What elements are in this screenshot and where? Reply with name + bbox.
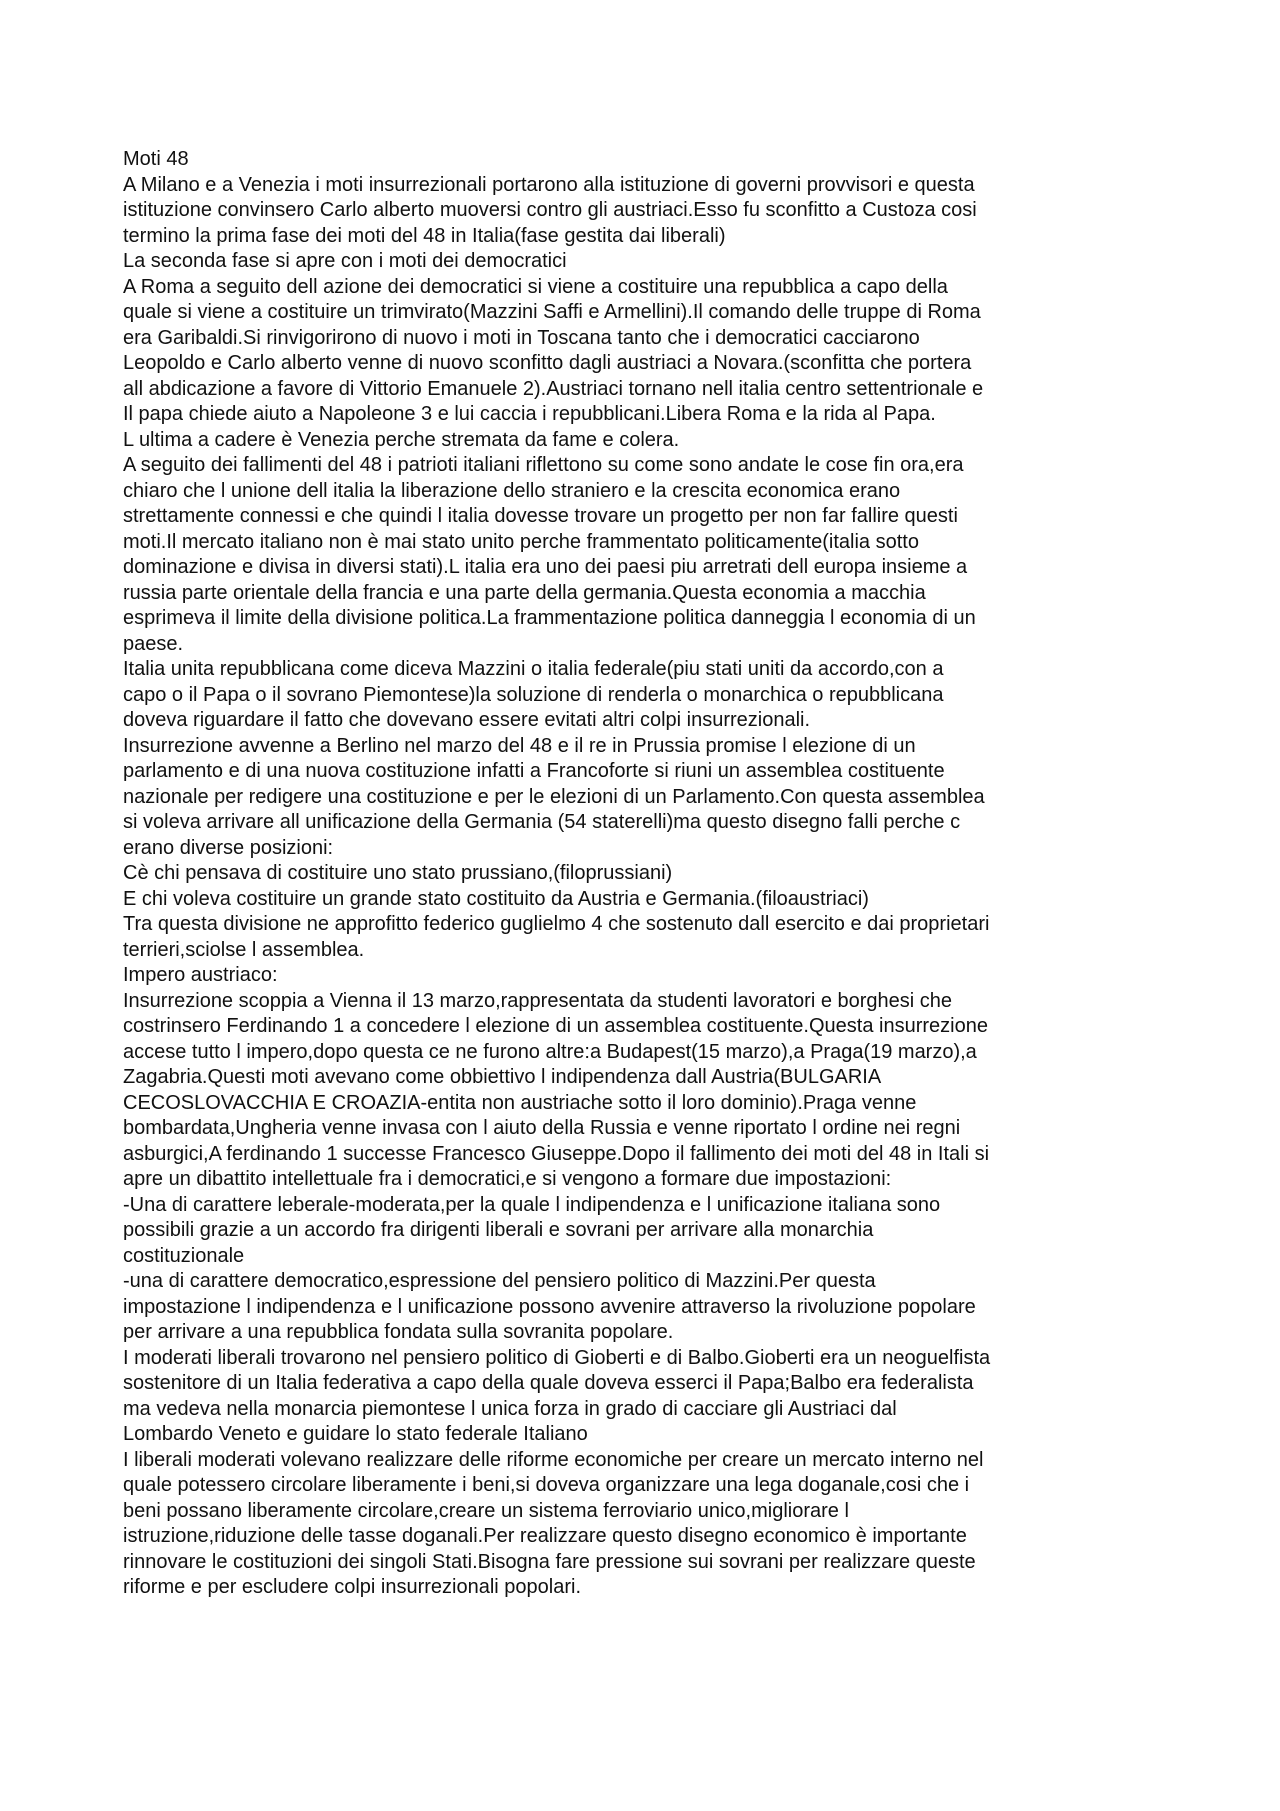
text-line: ma vedeva nella monarcia piemontese l unica forza in grado di cacciare gli Austriaci dal bbox=[123, 1397, 897, 1420]
text-line: per arrivare a una repubblica fondata sulla sovranita popolare. bbox=[123, 1321, 674, 1343]
text-line: Italia unita repubblicana come diceva Mazzini o italia federale(piu stati uniti da accordo,con a bbox=[123, 658, 944, 680]
text-line: Insurrezione avvenne a Berlino nel marzo del 48 e il re in Prussia promise l elezione di un bbox=[123, 734, 916, 757]
text-line: russia parte orientale della francia e una parte della germania.Questa economia a macchia bbox=[123, 581, 926, 604]
text-line: Il papa chiede aiuto a Napoleone 3 e lui caccia i repubblicani.Libera Roma e la rida al Papa. bbox=[123, 403, 936, 425]
text-line: nazionale per redigere una costituzione e per le elezioni di un Parlamento.Con questa assemblea bbox=[123, 785, 985, 808]
text-line: sostenitore di un Italia federativa a capo della quale doveva esserci il Papa;Balbo era federalista bbox=[123, 1372, 974, 1394]
text-line: A Roma a seguito dell azione dei democratici si viene a costituire una repubblica a capo della bbox=[123, 275, 948, 298]
text-line: Tra questa divisione ne approfitto federico guglielmo 4 che sostenuto dall esercito e dai proprietari bbox=[123, 913, 990, 935]
document-title: Moti 48 bbox=[123, 148, 189, 170]
text-line: doveva riguardare il fatto che dovevano essere evitati altri colpi insurrezionali. bbox=[123, 709, 811, 731]
text-line: terrieri,sciolse l assemblea. bbox=[123, 938, 365, 961]
text-line: -una di carattere democratico,espressione del pensiero politico di Mazzini.Per questa bbox=[123, 1270, 876, 1292]
text-line: quale potessero circolare liberamente i beni,si doveva organizzare una lega doganale,cosi che i bbox=[123, 1474, 970, 1496]
text-line: Leopoldo e Carlo alberto venne di nuovo sconfitto dagli austriaci a Novara.(sconfitta che portera bbox=[123, 352, 972, 374]
text-line: accese tutto l impero,dopo questa ce ne furono altre:a Budapest(15 marzo),a Praga(19 marzo),a bbox=[123, 1040, 977, 1063]
text-line: istruzione,riduzione delle tasse doganali.Per realizzare questo disegno economico è importante bbox=[123, 1525, 967, 1547]
text-line: si voleva arrivare all unificazione della Germania (54 staterelli)ma questo disegno falli perche c bbox=[123, 811, 961, 833]
text-line: era Garibaldi.Si rinvigorirono di nuovo i moti in Toscana tanto che i democratici cacciarono bbox=[123, 326, 920, 349]
text-line: istituzione convinsero Carlo alberto muoversi contro gli austriaci.Esso fu sconfitto a Custoza cosi bbox=[123, 199, 977, 221]
text-line: costituzionale bbox=[123, 1244, 245, 1267]
text-line: beni possano liberamente circolare,creare un sistema ferroviario unico,migliorare l bbox=[123, 1499, 849, 1522]
text-line: E chi voleva costituire un grande stato costituito da Austria e Germania.(filoaustriaci) bbox=[123, 887, 869, 910]
text-line: Impero austriaco: bbox=[123, 964, 278, 986]
text-line: dominazione e divisa in diversi stati).L italia era uno dei paesi piu arretrati dell europa insieme a bbox=[123, 556, 968, 578]
text-line: asburgici,A ferdinando 1 successe Francesco Giuseppe.Dopo il fallimento dei moti del 48 in Itali si bbox=[123, 1142, 990, 1165]
text-line: impostazione l indipendenza e l unificazione possono avvenire attraverso la rivoluzione popolare bbox=[123, 1295, 976, 1318]
text-line: paese. bbox=[123, 632, 184, 655]
text-line: parlamento e di una nuova costituzione infatti a Francoforte si riuni un assemblea costituente bbox=[123, 760, 945, 782]
text-line: A Milano e a Venezia i moti insurrezionali portarono alla istituzione di governi provvisori e questa bbox=[123, 173, 975, 196]
text-line: erano diverse posizioni: bbox=[123, 836, 334, 859]
text-line: apre un dibattito intellettuale fra i democratici,e si vengono a formare due impostazioni: bbox=[123, 1168, 892, 1190]
text-line: -Una di carattere leberale-moderata,per la quale l indipendenza e l unificazione italiana sono bbox=[123, 1193, 941, 1216]
text-line: capo o il Papa o il sovrano Piemontese)la soluzione di renderla o monarchica o repubblicana bbox=[123, 683, 944, 706]
text-line: CECOSLOVACCHIA E CROAZIA-entita non austriache sotto il loro dominio).Praga venne bbox=[123, 1091, 917, 1114]
text-line: Insurrezione scoppia a Vienna il 13 marzo,rappresentata da studenti lavoratori e borghesi che bbox=[123, 989, 953, 1012]
text-line: La seconda fase si apre con i moti dei democratici bbox=[123, 250, 567, 272]
text-line: termino la prima fase dei moti del 48 in Italia(fase gestita dai liberali) bbox=[123, 224, 726, 247]
text-line: bombardata,Ungheria venne invasa con l aiuto della Russia e venne riportato l ordine nei regni bbox=[123, 1117, 961, 1139]
text-line: quale si viene a costituire un trimvirato(Mazzini Saffi e Armellini).Il comando delle truppe di Roma bbox=[123, 301, 981, 323]
text-line: all abdicazione a favore di Vittorio Emanuele 2).Austriaci tornano nell italia centro settentrionale e bbox=[123, 377, 984, 400]
text-line: A seguito dei fallimenti del 48 i patrioti italiani riflettono su come sono andate le cose fin ora,era bbox=[123, 454, 964, 476]
text-line: Zagabria.Questi moti avevano come obbiettivo l indipendenza dall Austria(BULGARIA bbox=[123, 1066, 882, 1088]
text-line: I liberali moderati volevano realizzare delle riforme economiche per creare un mercato interno nel bbox=[123, 1448, 984, 1471]
text-line: costrinsero Ferdinando 1 a concedere l elezione di un assemblea costituente.Questa insurrezione bbox=[123, 1015, 988, 1037]
text-line: chiaro che l unione dell italia la liberazione dello straniero e la crescita economica erano bbox=[123, 479, 901, 502]
text-line: riforme e per escludere colpi insurrezionali popolari. bbox=[123, 1576, 581, 1598]
text-line: esprimeva il limite della divisione politica.La frammentazione politica danneggia l economia di un bbox=[123, 607, 976, 629]
text-line: Lombardo Veneto e guidare lo stato federale Italiano bbox=[123, 1423, 588, 1445]
text-line: L ultima a cadere è Venezia perche stremata da fame e colera. bbox=[123, 428, 680, 451]
text-line: rinnovare le costituzioni dei singoli Stati.Bisogna fare pressione sui sovrani per realizzare queste bbox=[123, 1550, 976, 1573]
text-line: possibili grazie a un accordo fra dirigenti liberali e sovrani per arrivare alla monarchia bbox=[123, 1219, 874, 1241]
text-line: strettamente connessi e che quindi l italia dovesse trovare un progetto per non far fallire questi bbox=[123, 505, 958, 527]
text-line: moti.Il mercato italiano non è mai stato unito perche frammentato politicamente(italia sotto bbox=[123, 530, 919, 553]
text-line: I moderati liberali trovarono nel pensiero politico di Gioberti e di Balbo.Gioberti era un neoguelfista bbox=[123, 1346, 991, 1369]
text-line: Cè chi pensava di costituire uno stato prussiano,(filoprussiani) bbox=[123, 862, 673, 884]
document-body bbox=[123, 147, 1193, 1601]
